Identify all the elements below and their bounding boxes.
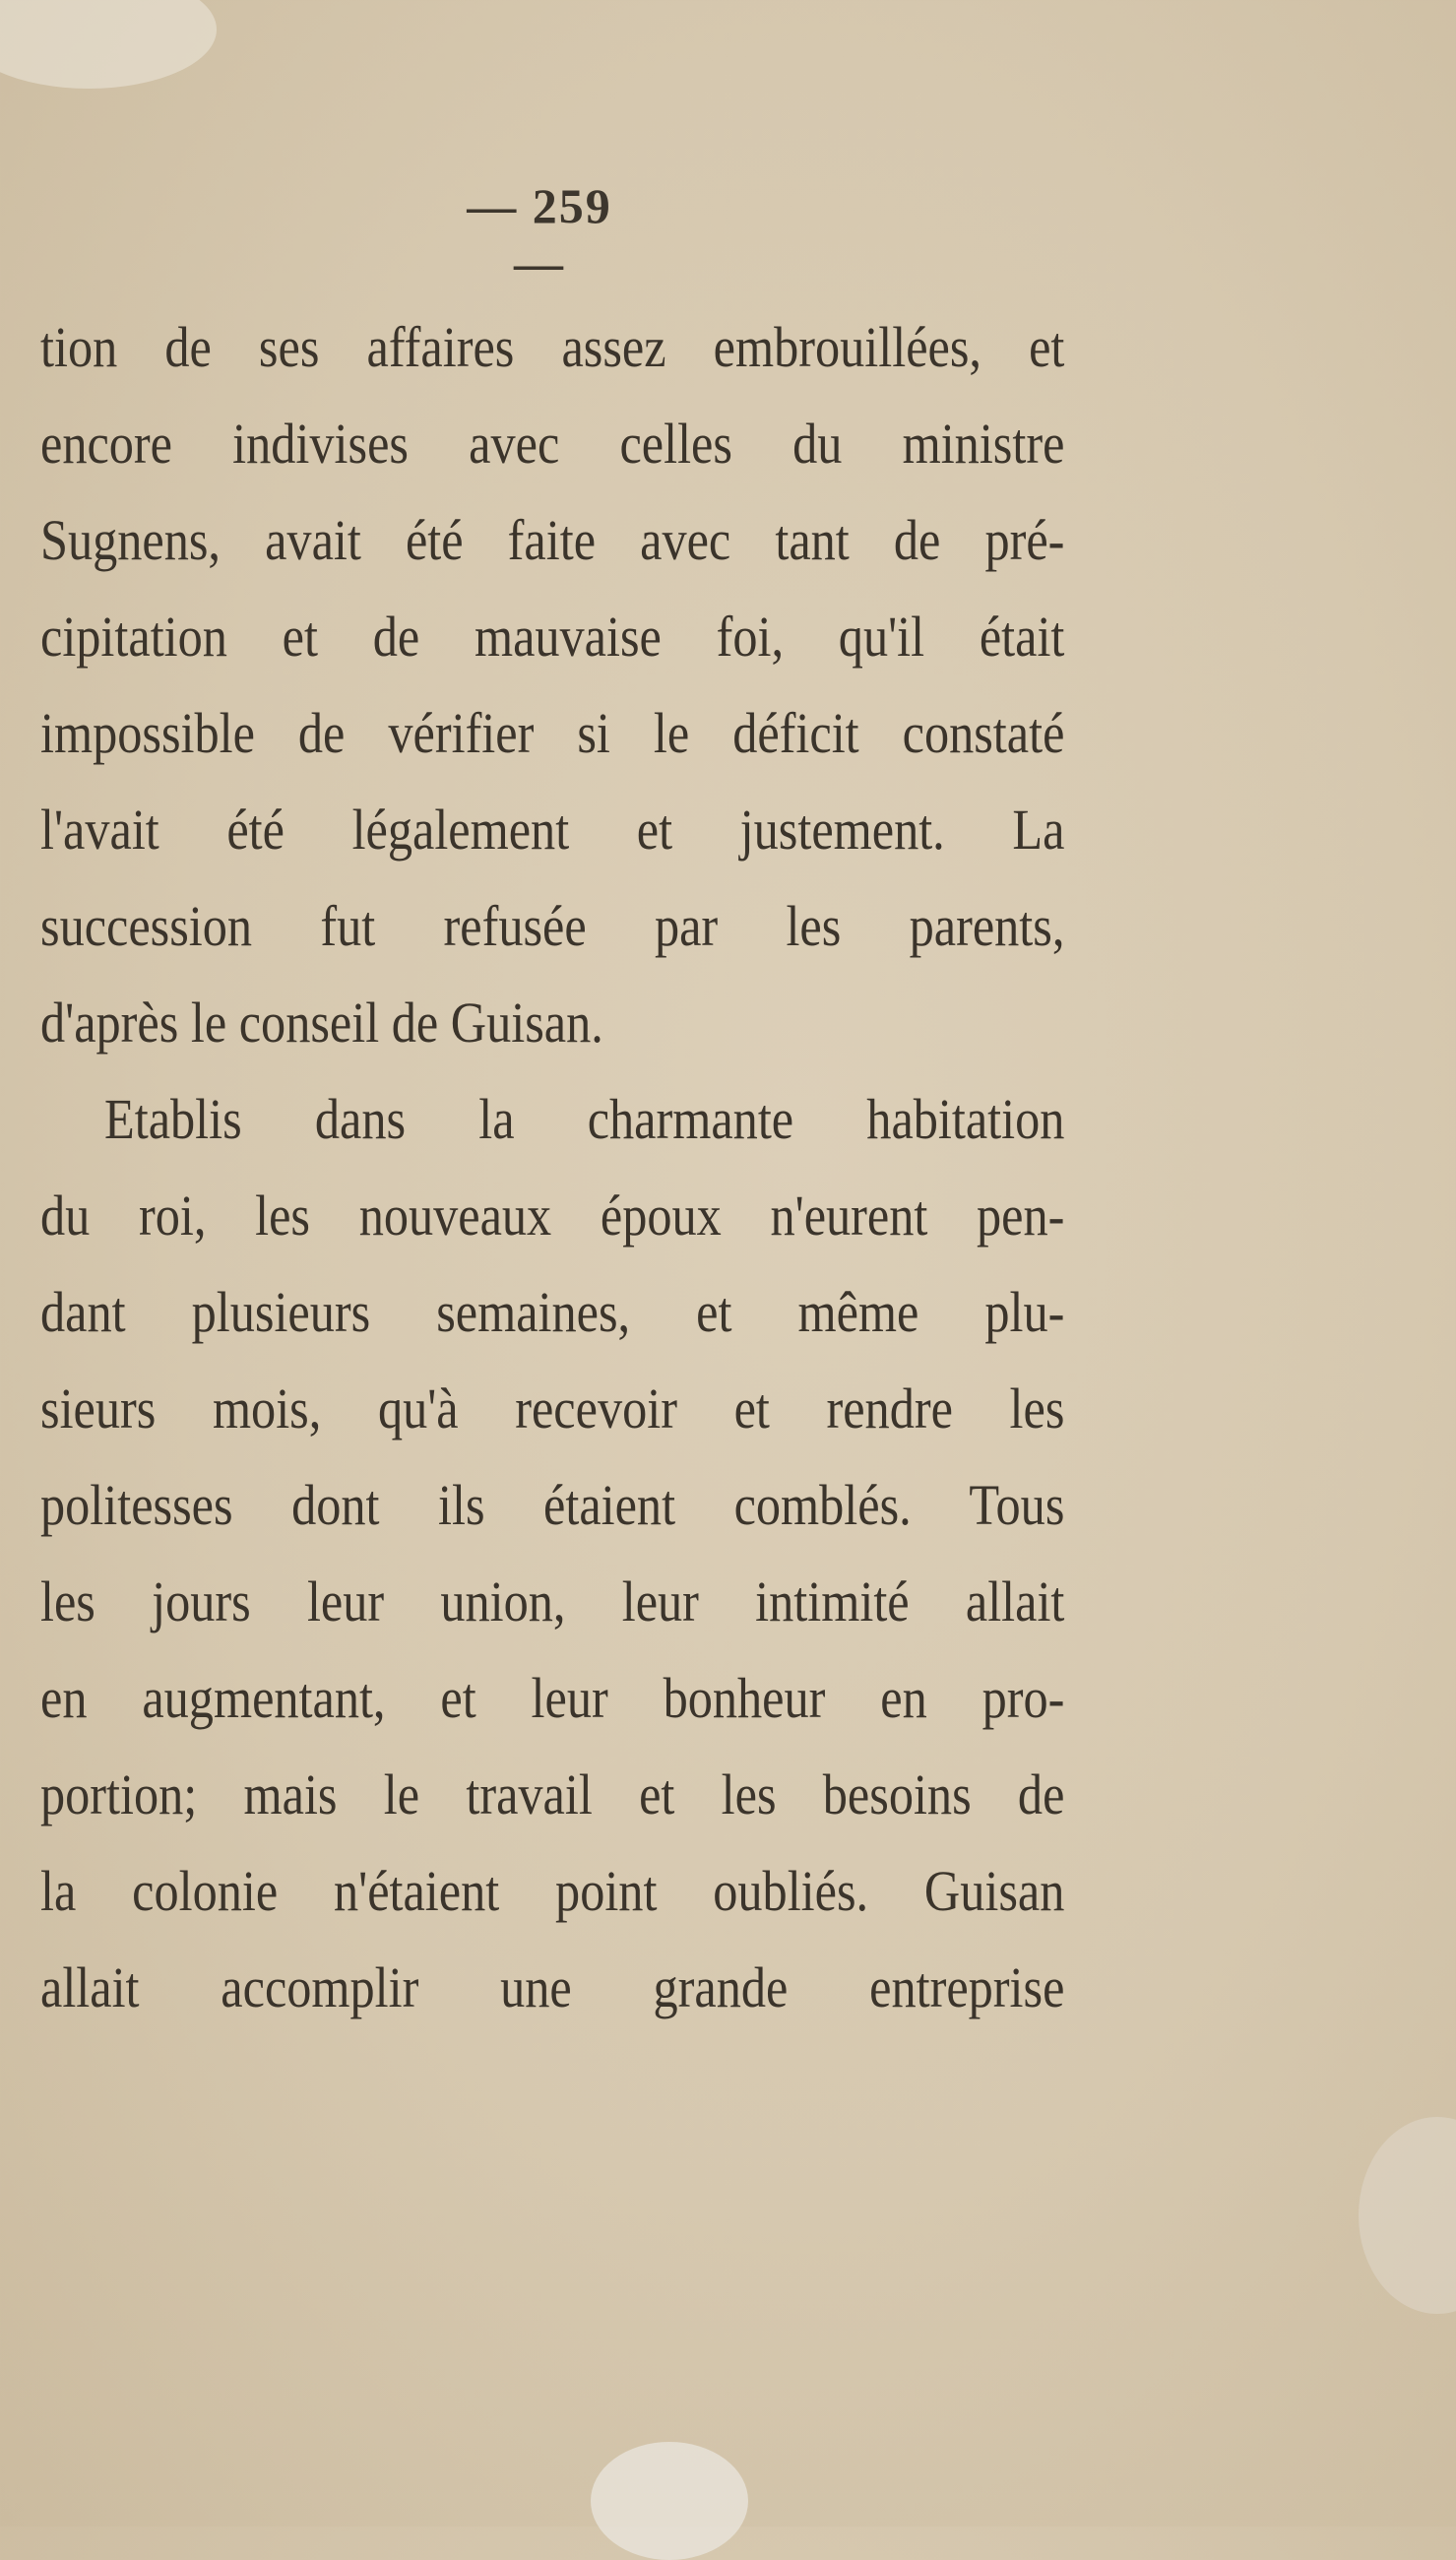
text-line [40,975,1064,1071]
page-number: — 259 — [467,178,612,290]
text-line [40,1554,1064,1650]
paper-stain [591,2442,748,2560]
line-text: la colonie n'étaient point oubliés. Guisan [40,1859,1065,1923]
line-text: les jours leur union, leur intimité allait [40,1569,1065,1633]
line-text: Sugnens, avait été faite avec tant de pré- [40,508,1065,572]
line-text: portion; mais le travail et les besoins de [40,1762,1065,1826]
text-line [40,1071,1064,1168]
text-line [40,1457,1064,1554]
text-line [40,685,1064,782]
line-text: Etablis dans la charmante habitation [104,1087,1065,1151]
line-text: sieurs mois, qu'à recevoir et rendre les [40,1376,1065,1440]
text-line [40,1843,1064,1940]
text-line [40,492,1064,589]
line-text: du roi, les nouveaux époux n'eurent pen- [40,1184,1065,1248]
line-text: encore indivises avec celles du ministre [40,412,1065,476]
line-text: dant plusieurs semaines, et même plu- [40,1280,1065,1344]
text-line [40,878,1064,975]
line-text: l'avait été légalement et justement. La [40,798,1065,862]
text-line [40,1264,1064,1361]
paper-stain [1359,2117,1456,2314]
line-text: allait accomplir une grande entreprise [40,1955,1065,2019]
line-text: succession fut refusée par les parents, [40,894,1065,958]
body-text [40,299,1064,2036]
text-line [40,299,1064,396]
text-line [40,1168,1064,1264]
line-text: en augmentant, et leur bonheur en pro- [40,1666,1065,1730]
paper-stain [0,0,217,89]
line-text: tion de ses affaires assez embrouillées, et [40,315,1065,379]
text-line [40,396,1064,492]
line-text: d'après le conseil de Guisan. [40,991,603,1055]
line-text: impossible de vérifier si le déficit constaté [40,701,1065,765]
text-line [40,589,1064,685]
line-text: politesses dont ils étaient comblés. Tous [40,1473,1065,1537]
text-line [40,1650,1064,1747]
line-text: cipitation et de mauvaise foi, qu'il était [40,605,1065,669]
text-line [40,782,1064,878]
text-line [40,1361,1064,1457]
text-line [40,1747,1064,1843]
text-line [40,1940,1064,2036]
